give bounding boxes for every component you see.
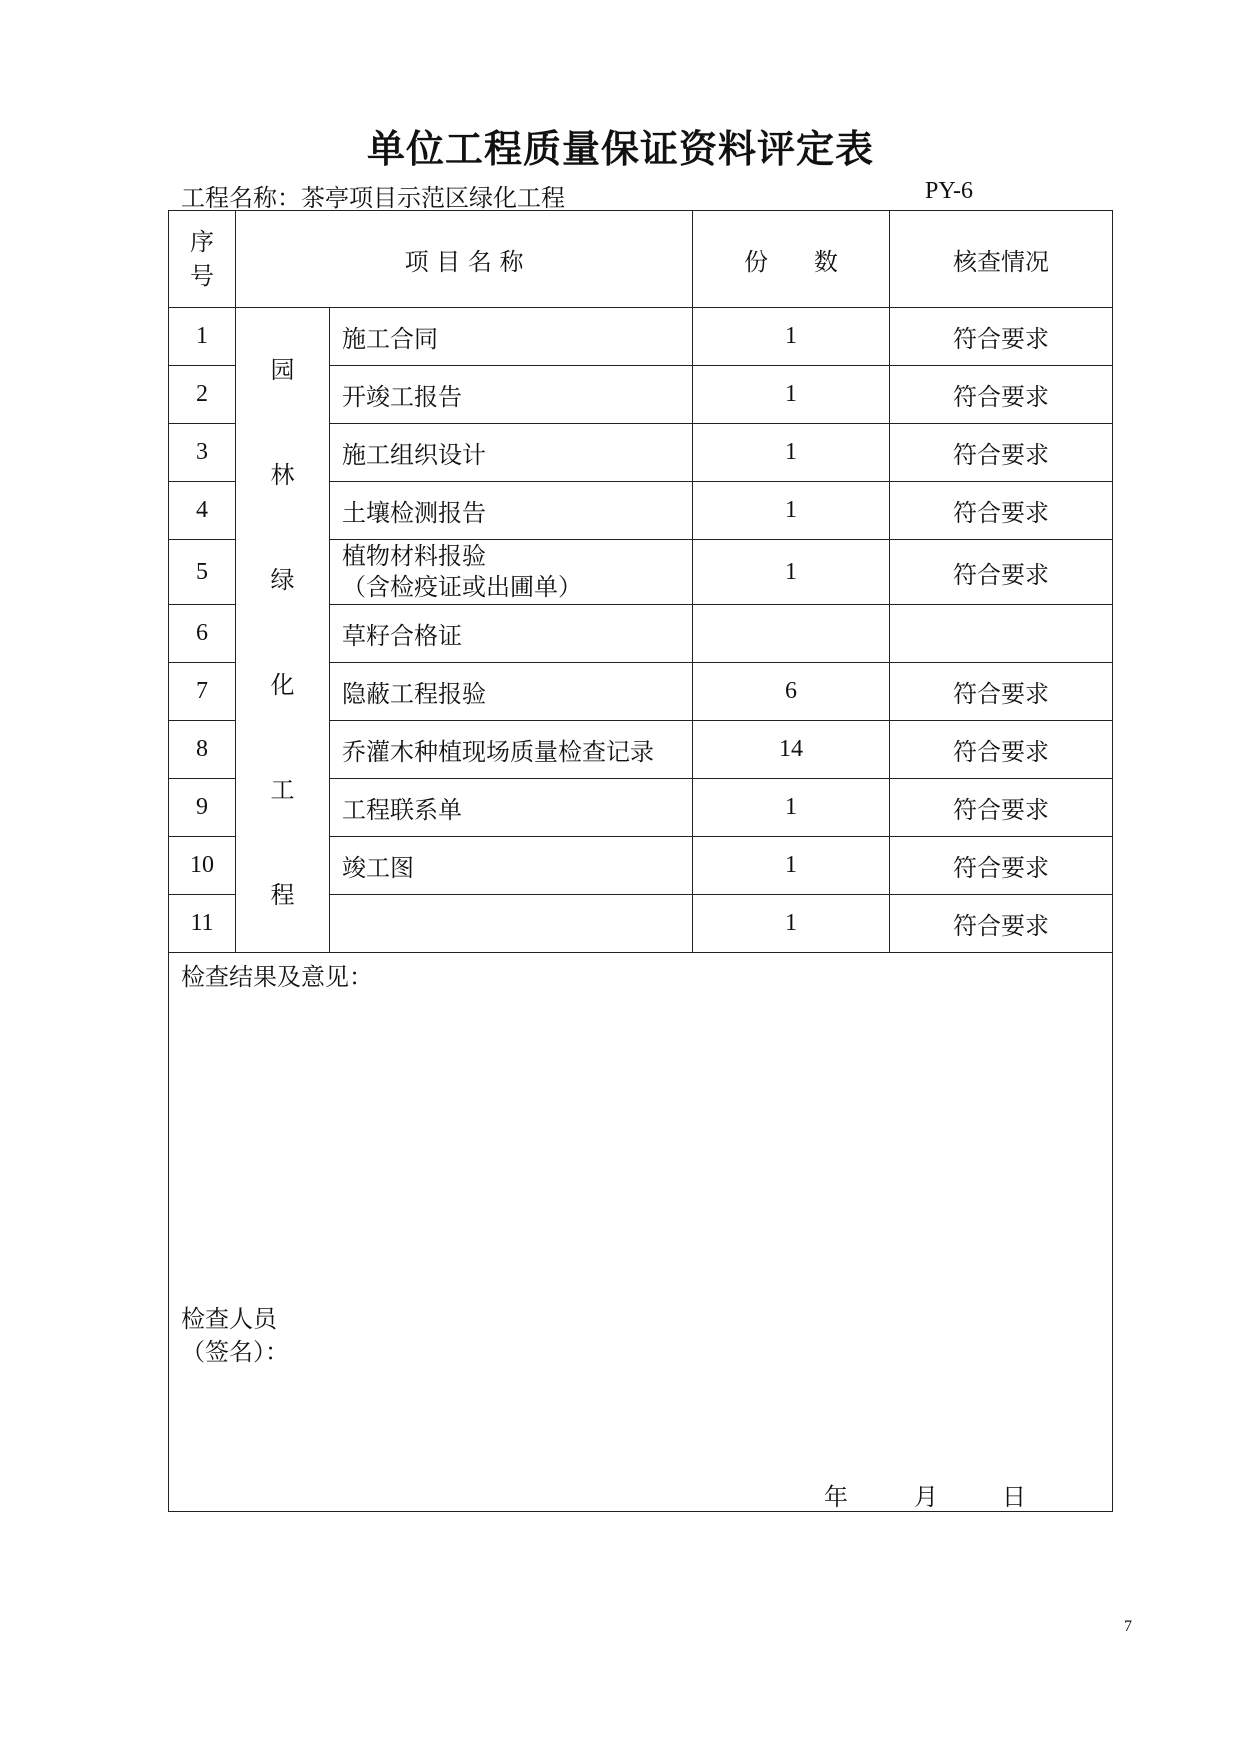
row-count: 1: [693, 540, 890, 605]
category-char: 化: [270, 671, 295, 699]
row-count: [693, 605, 890, 663]
header-item-name: 项 目 名 称: [236, 211, 693, 308]
row-name: 施工组织设计: [330, 424, 693, 482]
row-status: 符合要求: [890, 779, 1113, 837]
row-name: [330, 895, 693, 953]
row-name: 竣工图: [330, 837, 693, 895]
row-name: 乔灌木种植现场质量检查记录: [330, 721, 693, 779]
row-name: 开竣工报告: [330, 366, 693, 424]
row-name: [330, 540, 693, 605]
page-number: 7: [1124, 1618, 1132, 1635]
row-seq: 6: [169, 605, 236, 663]
row-count: 1: [693, 366, 890, 424]
row-seq: 8: [169, 721, 236, 779]
row-name-line2: （含检疫证或出圃单）: [342, 573, 582, 601]
category-char: 工: [270, 776, 295, 804]
quality-assurance-table: [168, 210, 1113, 1512]
row-count: 1: [693, 837, 890, 895]
header-seq-line1: 序: [190, 228, 214, 256]
row-status: 符合要求: [890, 837, 1113, 895]
row-status: 符合要求: [890, 482, 1113, 540]
row-seq: 3: [169, 424, 236, 482]
row-seq: 9: [169, 779, 236, 837]
project-name: 工程名称：茶亭项目示范区绿化工程: [181, 184, 565, 212]
row-status: 符合要求: [890, 663, 1113, 721]
header-count: 份 数: [693, 211, 890, 308]
row-status: [890, 605, 1113, 663]
category-cell: [236, 308, 330, 953]
row-name: 草籽合格证: [330, 605, 693, 663]
inspector-label-line2: （签名）：: [181, 1338, 289, 1366]
row-name-line1: 植物材料报验: [342, 542, 486, 570]
row-seq: 11: [169, 895, 236, 953]
row-count: 1: [693, 895, 890, 953]
row-seq: 7: [169, 663, 236, 721]
remarks-cell: [169, 953, 1113, 1512]
row-status: 符合要求: [890, 895, 1113, 953]
row-name: 施工合同: [330, 308, 693, 366]
row-count: 6: [693, 663, 890, 721]
row-status: 符合要求: [890, 308, 1113, 366]
row-seq: 5: [169, 540, 236, 605]
table-row: [169, 308, 1113, 366]
category-char: 绿: [270, 566, 295, 594]
row-count: 14: [693, 721, 890, 779]
category-char: 程: [270, 881, 295, 909]
row-seq: 1: [169, 308, 236, 366]
row-name: 土壤检测报告: [330, 482, 693, 540]
date-year: 年: [824, 1483, 848, 1511]
header-seq: [169, 211, 236, 308]
inspector-label: [181, 1303, 289, 1369]
row-seq: 2: [169, 366, 236, 424]
row-count: 1: [693, 779, 890, 837]
row-status: 符合要求: [890, 540, 1113, 605]
remarks-row: [169, 953, 1113, 1512]
row-seq: 10: [169, 837, 236, 895]
category-label: [236, 350, 329, 910]
remarks-label: 检查结果及意见：: [181, 963, 373, 991]
header-seq-line2: 号: [190, 262, 214, 290]
row-count: 1: [693, 482, 890, 540]
category-char: 林: [270, 461, 295, 489]
row-status: 符合要求: [890, 424, 1113, 482]
row-seq: 4: [169, 482, 236, 540]
category-char: 园: [270, 356, 295, 384]
inspector-label-line1: 检查人员: [181, 1305, 277, 1333]
row-name: 隐蔽工程报验: [330, 663, 693, 721]
row-status: 符合要求: [890, 366, 1113, 424]
row-name: 工程联系单: [330, 779, 693, 837]
form-code: PY-6: [925, 178, 974, 204]
date-line: [824, 1477, 1026, 1512]
page-title: 单位工程质量保证资料评定表: [366, 126, 874, 171]
header-row: [169, 211, 1113, 308]
date-month: 月: [914, 1483, 938, 1511]
row-status: 符合要求: [890, 721, 1113, 779]
header-status: 核查情况: [890, 211, 1113, 308]
date-day: 日: [1002, 1483, 1026, 1511]
row-count: 1: [693, 424, 890, 482]
row-count: 1: [693, 308, 890, 366]
